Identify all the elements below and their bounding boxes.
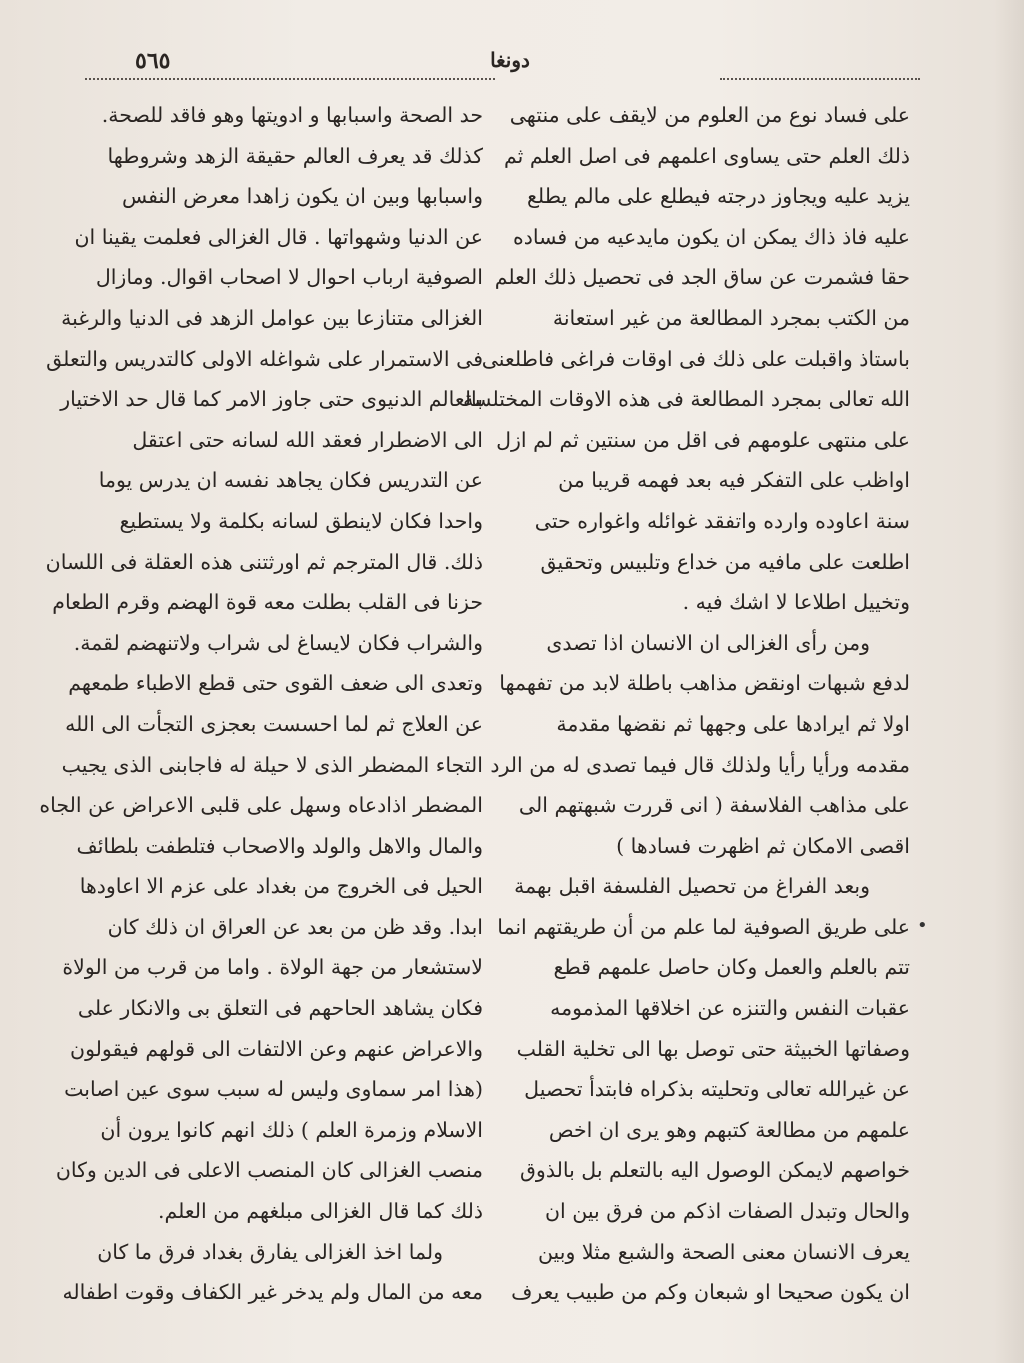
text-line: ذلك كما قال الغزالى مبلغهم من العلم. [157, 1199, 483, 1224]
text-line: عن التدريس فكان يجاهد نفسه ان يدرس يوما [98, 468, 483, 493]
header-rule-right [720, 78, 920, 80]
text-line: سنة اعاوده وارده واتفقد غوائله واغواره حتى [534, 508, 910, 533]
text-line: يعرف الانسان معنى الصحة والشبع مثلا وبين [537, 1239, 910, 1264]
text-line: مقدمه ورأيا رأيا ولذلك قال فيما تصدى له من الرد [490, 752, 910, 777]
text-line: كذلك قد يعرف العالم حقيقة الزهد وشروطها [107, 143, 483, 168]
text-line: ذلك. قال المترجم ثم اورثتنى هذه العقلة فى اللسان [45, 549, 483, 574]
text-line: الى الاضطرار فعقد الله لسانه حتى اعتقل [132, 427, 483, 452]
text-line: فكان يشاهد الحاحهم فى التعلق بى والانكار على [77, 996, 483, 1021]
text-column-left [39, 95, 483, 1313]
text-line: بالعالم الدنيوى حتى جاوز الامر كما قال حد الاختيار [60, 387, 483, 412]
text-line: عن العلاج ثم لما احسست بعجزى التجأت الى الله [65, 711, 483, 736]
text-column-right [463, 95, 910, 1313]
text-line: ان يكون صحيحا او شبعان وكم من طبيب يعرف [511, 1280, 910, 1305]
text-line: ولما اخذ الغزالى يفارق بغداد فرق ما كان [97, 1239, 443, 1264]
text-line: خواصهم لايمكن الوصول اليه بالتعلم بل بالذوق [520, 1158, 910, 1183]
text-line: وتعدى الى ضعف القوى حتى قطع الاطباء طمعهم [68, 671, 483, 696]
page-edge-shadow [994, 0, 1024, 1363]
text-line: الغزالى متنازعا بين عوامل الزهد فى الدنيا والرغبة [61, 305, 483, 330]
text-line: والمال والاهل والولد والاصحاب فتلطفت بلطائف [76, 833, 483, 858]
text-line: اواظب على التفكر فيه بعد فهمه قريبا من [558, 468, 910, 493]
text-line: من الكتب بمجرد المطالعة من غير استعانة [552, 305, 910, 330]
text-line: واحدا فكان لاينطق لسانه بكلمة ولا يستطيع [119, 508, 483, 533]
text-line: يزيد عليه ويجاوز درجته فيطلع على مالم يطلع [527, 184, 910, 209]
text-line: الله تعالى بمجرد المطالعة فى هذه الاوقات المختلسة [463, 387, 910, 412]
text-line: على منتهى علومهم فى اقل من سنتين ثم لم ازل [496, 427, 910, 452]
text-line: المضطر اذادعاه وسهل على قلبى الاعراض عن الجاه [39, 793, 483, 818]
text-line: لدفع شبهات اونقض مذاهب باطلة لابد من تفهمها [499, 671, 910, 696]
text-line: حقا فشمرت عن ساق الجد فى تحصيل ذلك العلم [494, 265, 910, 290]
running-title: دونغا [490, 48, 530, 72]
text-line: معه من المال ولم يدخر غير الكفاف وقوت اطفاله [62, 1280, 483, 1305]
text-line: حد الصحة واسبابها و ادويتها وهو فاقد للصحة. [101, 103, 483, 127]
text-line: الصوفية ارباب احوال لا اصحاب اقوال. ومازال [95, 265, 483, 290]
text-line: فى الاستمرار على شواغله الاولى كالتدريس والتعلق [46, 346, 483, 371]
margin-mark: • [917, 915, 928, 936]
text-line: اقصى الامكان ثم اظهرت فسادها ) [616, 833, 910, 858]
text-line: عقبات النفس والتنزه عن اخلاقها المذمومه [550, 996, 910, 1021]
text-line: على فساد نوع من العلوم من لايقف على منتهى [509, 103, 910, 127]
text-line: عن غيرالله تعالى وتحليته بذكراه فابتدأ تحصيل [524, 1077, 910, 1102]
text-line: على طريق الصوفية لما علم من أن طريقتهم انما [497, 914, 910, 939]
text-line: والشراب فكان لايساغ لى شراب ولاتنهضم لقمة. [73, 630, 483, 655]
text-line: لاستشعار من جهة الولاة . واما من قرب من الولاة [62, 955, 483, 980]
text-line: اطلعت على مافيه من خداع وتلبيس وتحقيق [540, 549, 910, 574]
text-line: الاسلام وزمرة العلم ) ذلك انهم كانوا يرون أن [100, 1117, 483, 1142]
text-line: ابدا. وقد ظن من بعد عن العراق ان ذلك كان [107, 914, 483, 939]
text-line: واسبابها وبين ان يكون زاهدا معرض النفس [122, 184, 483, 209]
text-line: والحال وتبدل الصفات اذكم من فرق بين ان [545, 1199, 910, 1224]
text-line: ومن رأى الغزالى ان الانسان اذا تصدى [546, 630, 870, 655]
text-line: وصفاتها الخبيثة حتى توصل بها الى تخلية القلب [516, 1036, 910, 1061]
text-line: اولا ثم ايرادها على وجهها ثم نقضها مقدمة [556, 711, 910, 736]
text-line: حزنا فى القلب بطلت معه قوة الهضم وقرم الطعام [52, 590, 483, 615]
text-line: والاعراض عنهم وعن الالتفات الى قولهم فيقولون [70, 1036, 483, 1061]
text-line: وبعد الفراغ من تحصيل الفلسفة اقبل بهمة [514, 874, 870, 899]
text-line: تتم بالعلم والعمل وكان حاصل علمهم قطع [553, 955, 910, 980]
text-line: ذلك العلم حتى يساوى اعلمهم فى اصل العلم ثم [504, 143, 910, 168]
header-rule-left [85, 78, 495, 80]
page-number: ٥٦٥ [135, 48, 171, 74]
text-line: باستاذ واقبلت على ذلك فى اوقات فراغى فاطلعنى [481, 346, 910, 371]
text-line: الحيل فى الخروج من بغداد على عزم الا اعاودها [79, 874, 483, 899]
text-line: عن الدنيا وشهواتها . قال الغزالى فعلمت يقينا ان [74, 224, 483, 249]
text-line: منصب الغزالى كان المنصب الاعلى فى الدين وكان [55, 1158, 483, 1183]
text-line: على مذاهب الفلاسفة ( انى قررت شبهتهم الى [518, 793, 910, 818]
text-line: وتخييل اطلاعا لا اشك فيه . [682, 590, 910, 615]
text-line: عليه فاذ ذاك يمكن ان يكون مايدعيه من فساده [512, 224, 910, 249]
text-line: (هذا امر سماوى وليس له سبب سوى عين اصابت [64, 1077, 483, 1102]
text-line: التجاء المضطر الذى لا حيلة له فاجابنى الذى يجيب [61, 752, 483, 777]
text-line: علمهم من مطالعة كتبهم وهو يرى ان اخص [548, 1117, 910, 1142]
